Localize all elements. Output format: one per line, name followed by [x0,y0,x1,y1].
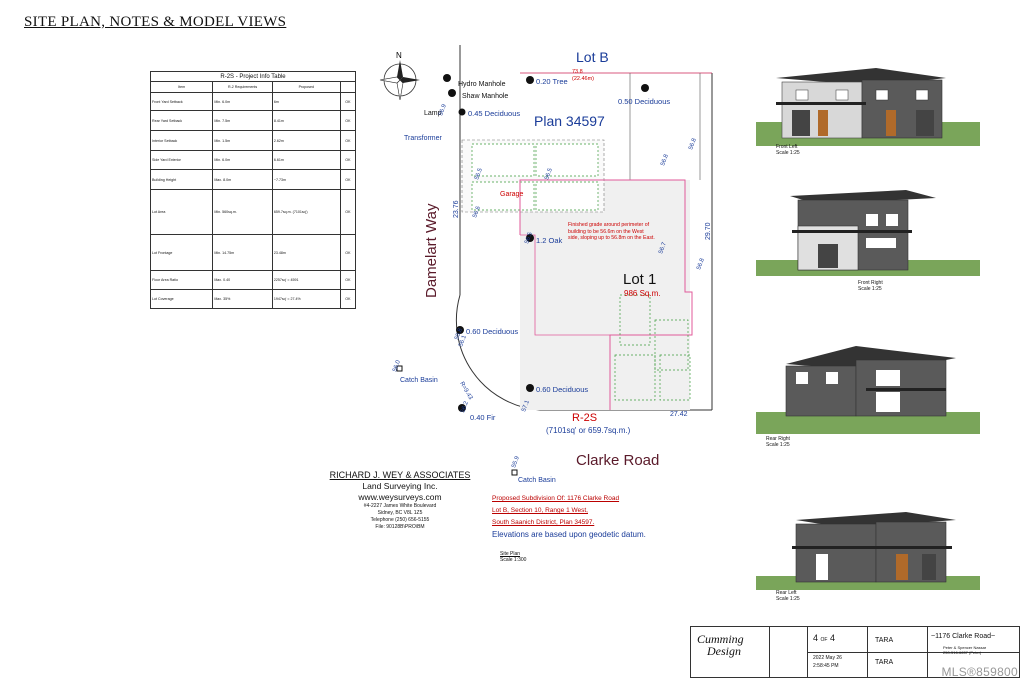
sheet-of: OF [820,637,828,643]
tree-label: 1.2 Oak [536,236,563,245]
proposed-line-2: Lot B, Section 10, Range 1 West, [492,507,588,514]
site-plan-caption-scale: Scale 1:300 [500,557,527,563]
cell: Lot Frontage [151,235,213,271]
elevation: 57.1 [521,399,531,413]
table-row [151,111,356,131]
surveyor-company: Land Surveying Inc. [362,481,438,491]
model-view-name: Front Left [776,144,798,150]
elevation: 56.0 [392,359,402,373]
cell: 8.41m [272,111,340,131]
model-view-caption [776,144,800,156]
svg-text:N: N [396,51,402,60]
cell: OK [340,170,355,190]
utility-label: Shaw Manhole [462,93,509,100]
cell: Max. 35% [213,290,273,309]
site-plan-caption-title: Site Plan [500,551,521,557]
site-plan-caption [500,551,526,563]
elevation: 55.8 [454,327,464,341]
model-view-rear-right [756,342,980,434]
lot-1-label: Lot 1 [623,271,657,288]
project-name: ~1176 Clarke Road~ [931,633,996,640]
table-row [151,131,356,151]
table-row [151,93,356,111]
lot-b-label: Lot B [576,49,609,65]
cell: Lot Coverage [151,290,213,309]
elevation: 56.7 [658,241,668,255]
model-view-front-left [756,60,980,146]
tree-label: 0.60 Deciduous [536,385,589,394]
cell: Max. 0.40 [213,271,273,290]
tree-label: 0.20 Tree [536,77,568,86]
cell: 2257sq' = 4591 [272,271,340,290]
clarke-road-label: Clarke Road [576,452,660,469]
tree-label: 0.45 Deciduous [468,109,521,118]
table-row [151,271,356,290]
proposed-line-4: Elevations are based upon geodetic datum. [492,530,646,539]
elevation: 56.9 [438,103,448,117]
surveyor-phone: Telephone (250) 656-5155 [370,517,430,523]
mls-watermark: MLS®859800 [941,665,1018,679]
elevation: 56.5 [474,167,484,181]
table-row [151,235,356,271]
model-view-caption [766,436,790,448]
model-view-caption [858,280,883,292]
plot-date: 2022 May 26 [813,655,842,661]
cell: Min. 7.5m [213,111,273,131]
cell: OK [340,235,355,271]
sheet-number [813,633,835,643]
cell: Floor Area Ratio [151,271,213,290]
cell: Interior Setback [151,131,213,151]
utility-label: Hydro Manhole [458,81,506,88]
model-view-rear-left [756,510,980,590]
cell: 2.62m [272,131,340,151]
surveyor-name: RICHARD J. WEY & ASSOCIATES [329,470,471,480]
utility-label: Transformer [404,135,442,142]
surveyor-block [300,470,500,531]
cell: ~7.73m [272,170,340,190]
utility-label: Catch Basin [400,377,438,384]
north-arrow-icon [380,51,420,100]
logo-line-2: Design [707,644,741,658]
cell: OK [340,151,355,170]
table-row [151,151,356,170]
grade-note [568,222,656,266]
cell: Min. 14.75m [213,235,273,271]
client-phone: 250-516-6657 (Peter) [943,650,982,655]
sheet-title: SITE PLAN, NOTES & MODEL VIEWS [24,14,287,30]
dim-top: 73.8 [572,69,583,75]
surveyor-address: #4-2227 James White Boulevard [363,503,437,509]
checked-by: TARA [875,659,894,666]
cell: 1947sq' = 27.4% [272,290,340,309]
cumming-design-logo [697,633,744,657]
cell: Side Yard Exterior [151,151,213,170]
elevation: 56.2 [460,400,470,414]
table-title: R-2S - Project Info Table [151,72,356,82]
surveyor-file: File: 90128B\PRO\BM [375,524,425,530]
cell: 6m [272,93,340,111]
cell: Max. 8.0m [213,170,273,190]
cell: Min. 1.5m [213,131,273,151]
header-proposed: Proposed [272,82,340,93]
lot-area-label: 986 Sq.m. [624,289,661,298]
cell: OK [340,190,355,235]
table-row [151,290,356,309]
cell: OK [340,271,355,290]
tree-label: 0.50 Deciduous [618,97,671,106]
grade-note-text: Finished grade around perimeter of building to be 56.6m on the West side, sloping up to 56.8m on the East. [568,222,655,242]
model-view-front-right [756,186,980,276]
dim-arc: R=9.43 [458,381,474,401]
table-row [151,170,356,190]
plan-label: Plan 34597 [534,113,605,129]
model-view-caption [776,590,800,602]
model-view-scale: Scale 1:25 [776,596,800,602]
damelart-way-label: Damelart Way [423,203,440,298]
model-view-name: Rear Left [776,590,797,596]
elevation: 56.5 [524,231,534,245]
elevation: 56.6 [472,205,482,219]
utility-label: Lamp [424,110,442,117]
elevation: 55.9 [511,455,521,469]
garage-label: Garage [500,191,524,198]
header-requirements: R-2 Requirements [213,82,273,93]
surveyor-city: Sidney, BC V8L 1Z5 [377,510,423,516]
header-status [340,82,355,93]
model-view-name: Rear Right [766,436,790,442]
sheet-total: 4 [830,633,836,643]
model-view-scale: Scale 1:25 [766,442,790,448]
cell: OK [340,93,355,111]
cell: OK [340,131,355,151]
cell: Building Height [151,170,213,190]
proposed-subdivision [492,493,646,541]
cell: Min. 6.0m [213,93,273,111]
dim-bottom: 27.42 [670,411,688,418]
proposed-line-3: South Saanich District, Plan 34597. [492,519,595,526]
cell: Min. 560sq.m. [213,190,273,235]
project-info-table [150,71,356,309]
cell: OK [340,290,355,309]
plot-time: 2:58:45 PM [813,663,839,669]
cell: Rear Yard Setback [151,111,213,131]
proposed-line-1: Proposed Subdivision Of: 1176 Clarke Road [492,495,620,502]
elevation: 56.5 [544,167,554,181]
drawn-by: TARA [875,637,894,644]
cell: OK [340,111,355,131]
elevation: 56.8 [688,137,698,151]
cell: 23.48m [272,235,340,271]
dim-top-sub: (22.46m) [572,76,595,82]
model-view-scale: Scale 1:25 [858,286,882,292]
table-header-row [151,82,356,93]
elevation: 56.8 [696,257,706,271]
surveyor-web: www.weysurveys.com [358,492,442,502]
model-view-name: Front Right [858,280,883,286]
tree-label: 0.60 Deciduous [466,327,519,336]
elevation: 56.1 [458,334,468,348]
cell: Lot Area [151,190,213,235]
cell: Min. 6.0m [213,151,273,170]
cell: 6.61m [272,151,340,170]
header-item: Item [151,82,213,93]
cell: 659.7sq.m. (7101sq') [272,190,340,235]
utility-label: Catch Basin [518,477,556,484]
model-view-scale: Scale 1:25 [776,150,800,156]
client-name: Peter & Spencer Nassar [943,645,987,650]
elevation: 56.8 [660,153,670,167]
dim-left: 23.76 [453,200,460,218]
zone-label: R-2S [572,412,598,424]
tree-label: 0.40 Fir [470,413,496,422]
sheet-current: 4 [813,633,819,643]
cell: Front Yard Setback [151,93,213,111]
table-row [151,190,356,235]
zone-area-label: (7101sq' or 659.7sq.m.) [546,426,631,435]
logo-line-1: Cumming [697,632,744,646]
dim-right: 29.70 [705,222,712,240]
